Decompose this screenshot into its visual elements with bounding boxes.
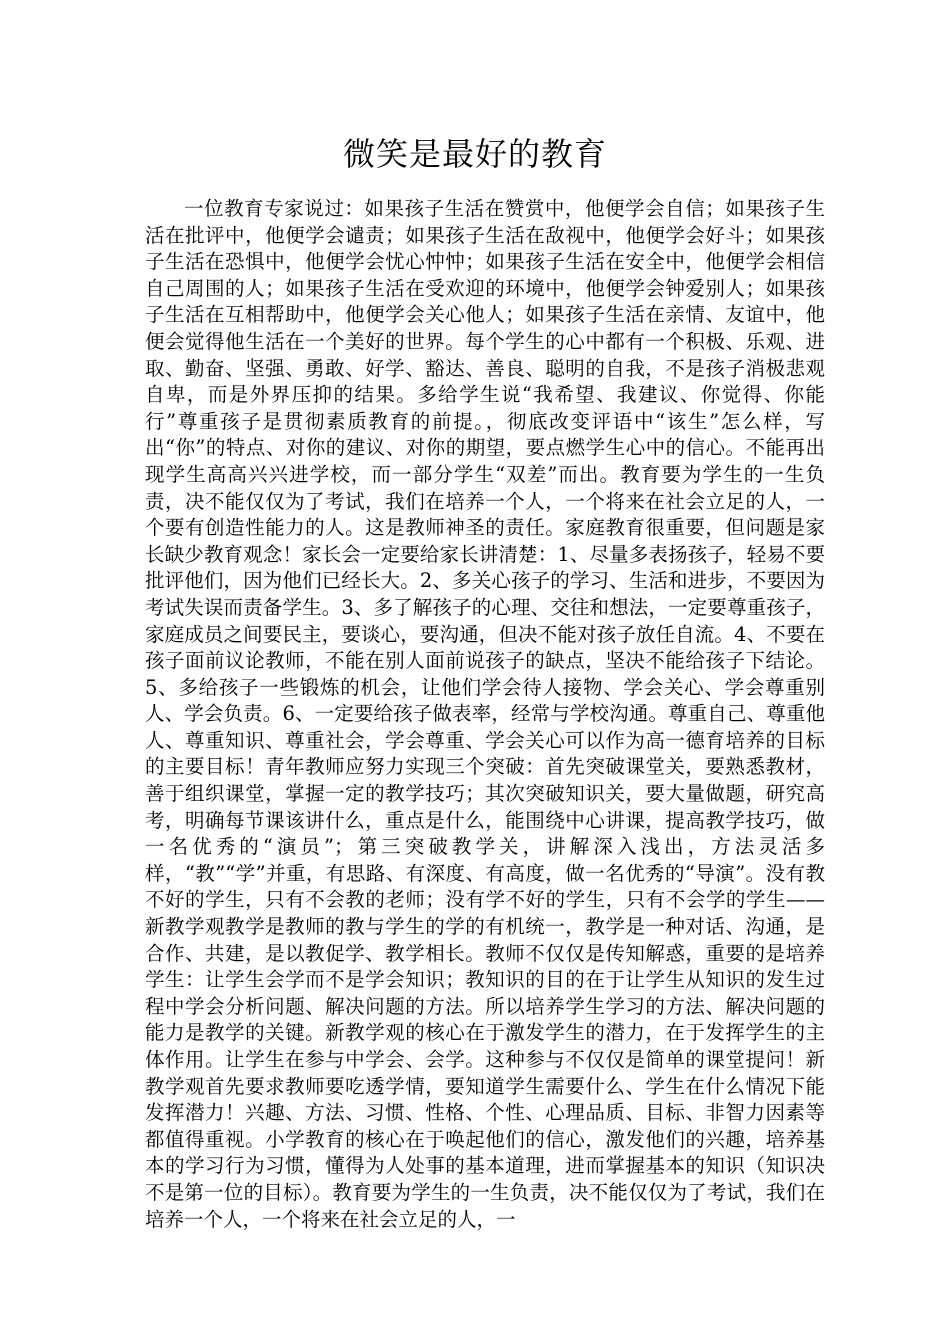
document-title: 微笑是最好的教育 (342, 135, 607, 173)
document-body-paragraph: 一位教育专家说过：如果孩子生活在赞赏中，他便学会自信；如果孩子生活在批评中，他便学会谴责；如果孩子生活在敌视中，他便学会好斗；如果孩子生活在恐惧中，他便学会忧心忡忡；如果孩子生活在安全中，他便学会相信自己周围的人；如果孩子生活在受欢迎的环境中，他便学会钟爱别人；如果孩子生活在互相帮助中，他便学会关心他人；如果孩子生活在亲情、友谊中，他便会觉得他生活在一个美好的世界。每个学生的心中都有一个积极、乐观、进取、勤奋、坚强、勇敢、好学、豁达、善良、聪明的自我，不是孩子消极悲观自卑，而是外界压抑的结果。多给学生说“我希望、我建议、你觉得、你能行”尊重孩子是贯彻素质教育的前提。，彻底改变评语中“该生”怎么样，写出“你”的特点、对你的建议、对你的期望，要点燃学生心中的信心。不能再出现学生高高兴兴进学校，而一部分学生“双差”而出。教育要为学生的一生负责，决不能仅仅为了考试，我们在培养一个人，一个将来在社会立足的人，一个要有创造性能力的人。这是教师神圣的责任。家庭教育很重要，但问题是家长缺少教育观念！家长会一定要给家长讲清楚：1、尽量多表扬孩子，轻易不要批评他们，因为他们已经长大。2、多关心孩子的学习、生活和进步，不要因为考试失误而责备学生。3、多了解孩子的心理、交往和想法，一定要尊重孩子，家庭成员之间要民主，要谈心，要沟通，但决不能对孩子放任自流。4、不要在孩子面前议论教师，不能在别人面前说孩子的缺点，坚决不能给孩子下结论。5、多给孩子一些锻炼的机会，让他们学会待人接物、学会关心、学会尊重别人、学会负责。6、一定要给孩子做表率，经常与学校沟通。尊重自己、尊重他人、尊重知识、尊重社会，学会尊重、学会关心可以作为高一德育培养的目标的主要目标！青年教师应努力实现三个突破：首先突破课堂关，要熟悉教材，善于组织课堂，掌握一定的教学技巧；其次突破知识关，要大量做题，研究高考，明确每节课该讲什么，重点是什么，能围绕中心讲课，提高教学技巧，做一名优秀的“演员”；第三突破教学关，讲解深入浅出，方法灵活多样，“教”“学”并重，有思路、有深度、有高度，做一名优秀的“导演”。没有教不好的学生，只有不会教的老师；没有学不好的学生，只有不会学的学生——新教学观教学是教师的教与学生的学的有机统一，教学是一种对话、沟通，是合作、共建，是以教促学、教学相长。教师不仅仅是传知解惑，重要的是培养学生：让学生会学而不是学会知识；教知识的目的在于让学生从知识的发生过程中学会分析问题、解决问题的方法。所以培养学生学习的方法、解决问题的能力是教学的关键。新教学观的核心在于激发学生的潜力，在于发挥学生的主体作用。让学生在参与中学会、会学。这种参与不仅仅是简单的课堂提问！新教学观首先要求教师要吃透学情，要知道学生需要什么、学生在什么情况下能发挥潜力！兴趣、方法、习惯、性格、个性、心理品质、目标、非智力因素等都值得重视。小学教育的核心在于唤起他们的信心，激发他们的兴趣，培养基本的学习行为习惯，懂得为人处事的基本道理，进而掌握基本的知识（知识决不是第一位的目标）。教育要为学生的一生负责，决不能仅仅为了考试，我们在培养一个人，一个将来在社会立足的人，一 (145, 197, 825, 1231)
